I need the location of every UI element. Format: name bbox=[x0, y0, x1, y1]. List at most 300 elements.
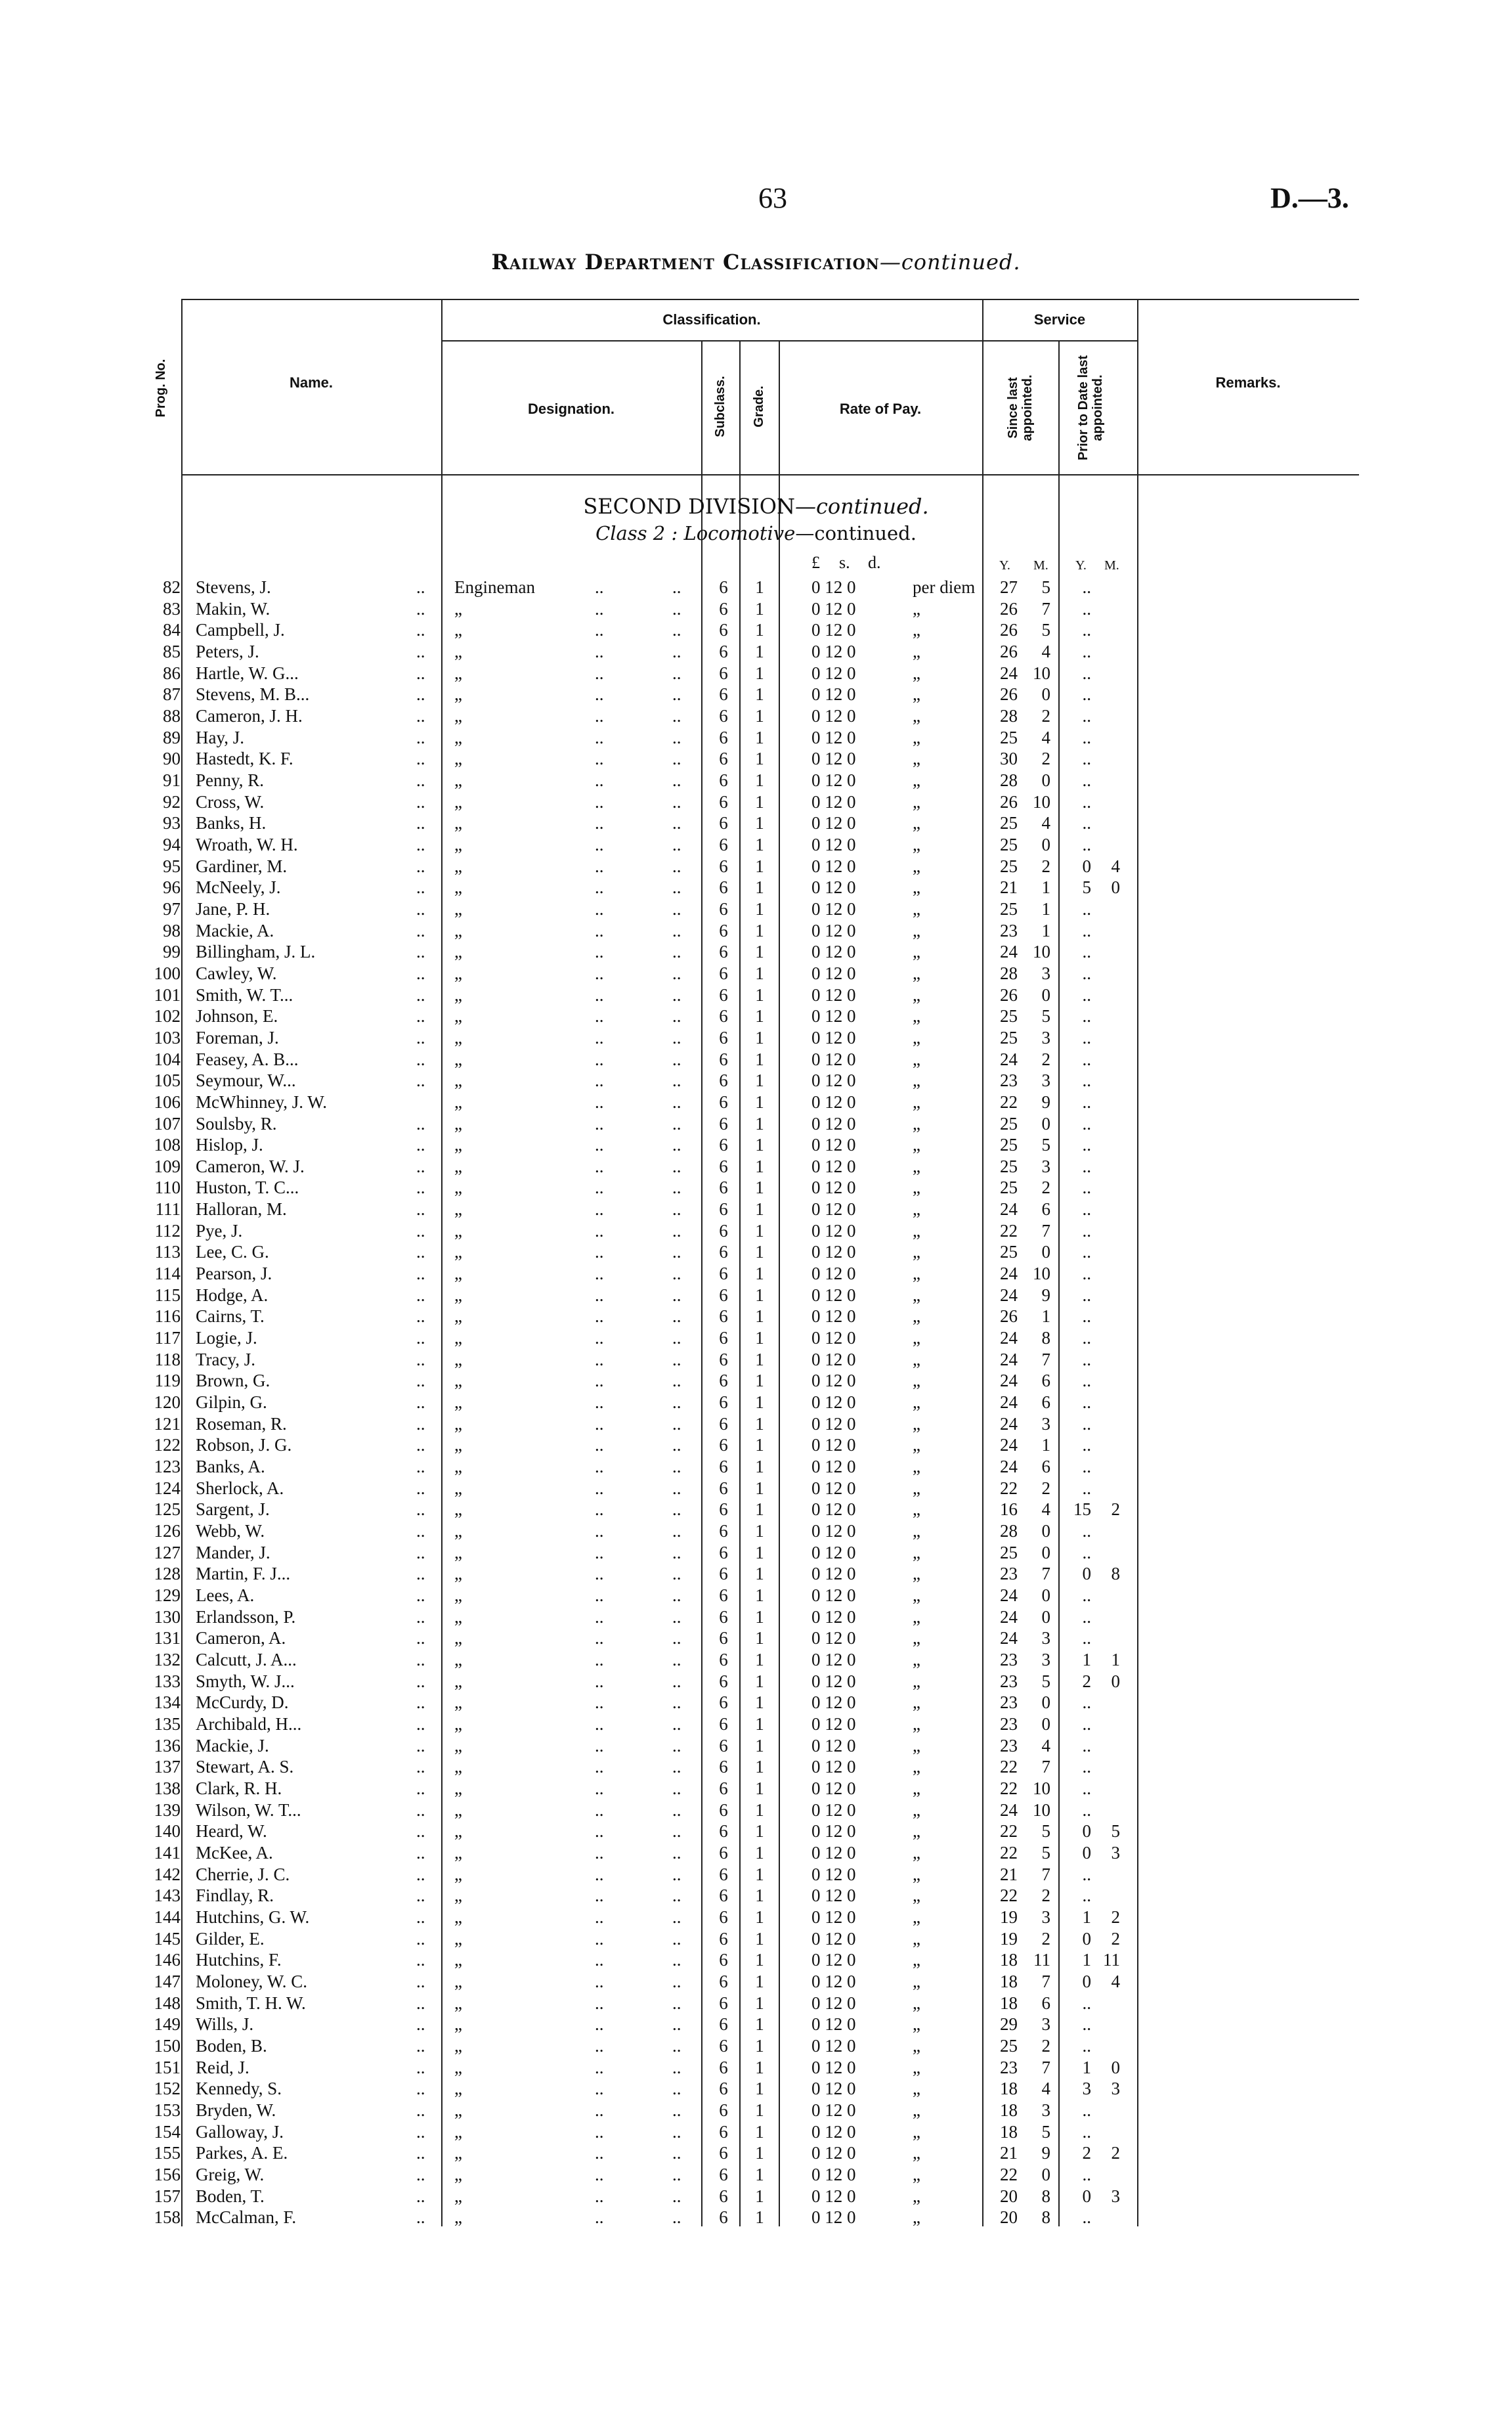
since-years: 24 bbox=[1000, 1435, 1018, 1455]
pay-period: „ bbox=[913, 1349, 920, 1369]
table-row bbox=[0, 1456, 1512, 1477]
designation: Engineman bbox=[454, 577, 535, 597]
prog-no: 84 bbox=[163, 620, 181, 640]
since-years: 23 bbox=[1000, 920, 1018, 940]
prog-no: 87 bbox=[163, 684, 181, 705]
leader-dots: .. bbox=[416, 1220, 425, 1241]
grade: 1 bbox=[755, 1821, 764, 1842]
prior-years: .. bbox=[1082, 1392, 1091, 1413]
leader-dots: .. bbox=[416, 1457, 425, 1477]
prog-no: 114 bbox=[154, 1264, 181, 1284]
pay-period: „ bbox=[913, 2143, 920, 2163]
prior-years: .. bbox=[1082, 1156, 1091, 1176]
leader-dots: .. bbox=[672, 598, 681, 619]
since-years: 22 bbox=[1000, 2164, 1018, 2184]
leader-dots: .. bbox=[416, 1306, 425, 1327]
subclass: 6 bbox=[719, 749, 728, 769]
since-months: 6 bbox=[1041, 1392, 1050, 1413]
table-row bbox=[0, 1971, 1512, 1992]
subclass: 6 bbox=[719, 1799, 728, 1820]
since-years: 24 bbox=[1000, 1049, 1018, 1069]
leader-dots: .. bbox=[672, 2100, 681, 2120]
since-months: 8 bbox=[1041, 1328, 1050, 1348]
leader-dots: .. bbox=[416, 2079, 425, 2099]
employee-name: Lees, A. bbox=[196, 1585, 255, 1606]
prog-no: 89 bbox=[163, 727, 181, 747]
employee-name: Cherrie, J. C. bbox=[196, 1864, 290, 1884]
leader-dots: .. bbox=[672, 2164, 681, 2184]
pay-period: „ bbox=[913, 749, 920, 769]
header-service: Service bbox=[1033, 311, 1086, 328]
unit-years-prior: Y. bbox=[1075, 558, 1087, 573]
prior-years: .. bbox=[1082, 2207, 1091, 2228]
leader-dots: .. bbox=[672, 1092, 681, 1112]
leader-dots: .. bbox=[672, 963, 681, 983]
leader-dots: .. bbox=[672, 1371, 681, 1391]
prior-years: .. bbox=[1082, 2014, 1091, 2035]
since-months: 9 bbox=[1041, 1285, 1050, 1305]
subclass: 6 bbox=[719, 1692, 728, 1713]
employee-name: Gilder, E. bbox=[196, 1928, 265, 1949]
pay-period: „ bbox=[913, 1521, 920, 1541]
table-row bbox=[0, 1907, 1512, 1928]
designation: „ bbox=[454, 813, 462, 833]
rate-of-pay: 0 12 0 bbox=[811, 1220, 856, 1241]
grade: 1 bbox=[755, 1220, 764, 1241]
leader-dots: .. bbox=[416, 1264, 425, 1284]
header-prog-no: Prog. No. bbox=[154, 359, 168, 418]
table-row bbox=[0, 1049, 1512, 1070]
header-remarks: Remarks. bbox=[1215, 374, 1281, 391]
prior-years: 0 bbox=[1082, 1821, 1091, 1842]
title-main: Railway Department Classification bbox=[491, 250, 880, 275]
table-row bbox=[0, 770, 1512, 791]
leader-dots: .. bbox=[416, 1842, 425, 1863]
leader-dots: .. bbox=[672, 2121, 681, 2142]
prior-years: .. bbox=[1082, 963, 1091, 983]
leader-dots: .. bbox=[595, 2035, 604, 2056]
since-years: 22 bbox=[1000, 1842, 1018, 1863]
rate-of-pay: 0 12 0 bbox=[811, 1778, 856, 1798]
designation: „ bbox=[454, 2079, 462, 2099]
leader-dots: .. bbox=[672, 898, 681, 919]
leader-dots: .. bbox=[672, 1457, 681, 1477]
leader-dots: .. bbox=[595, 749, 604, 769]
grade: 1 bbox=[755, 2164, 764, 2184]
prior-years: .. bbox=[1082, 2164, 1091, 2184]
title-continued: —continued. bbox=[879, 250, 1021, 275]
rate-of-pay: 0 12 0 bbox=[811, 1521, 856, 1541]
leader-dots: .. bbox=[672, 1220, 681, 1241]
grade: 1 bbox=[755, 963, 764, 983]
since-years: 24 bbox=[1000, 1199, 1018, 1220]
unit-months-prior: M. bbox=[1104, 558, 1119, 573]
since-years: 18 bbox=[1000, 1971, 1018, 1991]
rate-of-pay: 0 12 0 bbox=[811, 1049, 856, 1069]
prior-years: .. bbox=[1082, 942, 1091, 962]
pay-period: „ bbox=[913, 1435, 920, 1455]
subclass: 6 bbox=[719, 1178, 728, 1198]
prog-no: 126 bbox=[154, 1521, 181, 1541]
leader-dots: .. bbox=[672, 1285, 681, 1305]
prog-no: 129 bbox=[154, 1585, 181, 1606]
leader-dots: .. bbox=[595, 770, 604, 790]
grade: 1 bbox=[755, 1092, 764, 1112]
leader-dots: .. bbox=[595, 1413, 604, 1434]
since-months: 7 bbox=[1041, 1564, 1050, 1584]
pay-period: „ bbox=[913, 1499, 920, 1520]
pay-period: „ bbox=[913, 1671, 920, 1691]
designation: „ bbox=[454, 1993, 462, 2013]
grade: 1 bbox=[755, 856, 764, 876]
designation: „ bbox=[454, 856, 462, 876]
subclass: 6 bbox=[719, 1027, 728, 1048]
since-months: 3 bbox=[1041, 2100, 1050, 2120]
table-row bbox=[0, 1070, 1512, 1091]
prog-no: 133 bbox=[154, 1671, 181, 1691]
division-continued: —continued. bbox=[794, 494, 929, 519]
prog-no: 97 bbox=[163, 898, 181, 919]
leader-dots: .. bbox=[672, 2186, 681, 2206]
designation: „ bbox=[454, 1027, 462, 1048]
leader-dots: .. bbox=[595, 1542, 604, 1562]
employee-name: Boden, B. bbox=[196, 2035, 267, 2056]
prior-years: 0 bbox=[1082, 856, 1091, 876]
subclass: 6 bbox=[719, 1135, 728, 1155]
designation: „ bbox=[454, 877, 462, 898]
grade: 1 bbox=[755, 2014, 764, 2035]
rate-of-pay: 0 12 0 bbox=[811, 1413, 856, 1434]
grade: 1 bbox=[755, 898, 764, 919]
employee-name: Findlay, R. bbox=[196, 1886, 274, 1906]
pay-period: „ bbox=[913, 620, 920, 640]
prior-years: .. bbox=[1082, 1628, 1091, 1648]
since-years: 24 bbox=[1000, 1413, 1018, 1434]
grade: 1 bbox=[755, 1606, 764, 1627]
rate-of-pay: 0 12 0 bbox=[811, 2035, 856, 2056]
leader-dots: .. bbox=[595, 1713, 604, 1734]
leader-dots: .. bbox=[672, 1842, 681, 1863]
pay-period: „ bbox=[913, 1285, 920, 1305]
employee-name: Campbell, J. bbox=[196, 620, 285, 640]
leader-dots: .. bbox=[416, 1349, 425, 1369]
since-months: 10 bbox=[1033, 791, 1050, 812]
since-months: 9 bbox=[1041, 2143, 1050, 2163]
prog-no: 135 bbox=[154, 1713, 181, 1734]
rate-of-pay: 0 12 0 bbox=[811, 2121, 856, 2142]
employee-name: Kennedy, S. bbox=[196, 2079, 282, 2099]
since-months: 1 bbox=[1041, 1435, 1050, 1455]
leader-dots: .. bbox=[595, 727, 604, 747]
leader-dots: .. bbox=[595, 1478, 604, 1498]
since-years: 23 bbox=[1000, 1735, 1018, 1755]
designation: „ bbox=[454, 963, 462, 983]
pay-period: „ bbox=[913, 942, 920, 962]
designation: „ bbox=[454, 663, 462, 683]
leader-dots: .. bbox=[416, 1650, 425, 1669]
grade: 1 bbox=[755, 1928, 764, 1949]
prog-no: 103 bbox=[154, 1027, 181, 1048]
table-row bbox=[0, 1113, 1512, 1134]
leader-dots: .. bbox=[595, 1371, 604, 1391]
class-heading bbox=[0, 522, 1512, 544]
leader-dots: .. bbox=[416, 749, 425, 769]
leader-dots: .. bbox=[595, 856, 604, 876]
table-row bbox=[0, 1649, 1512, 1670]
since-months: 0 bbox=[1041, 834, 1050, 854]
designation: „ bbox=[454, 2035, 462, 2056]
class-name: Locomotive bbox=[683, 522, 796, 544]
since-years: 24 bbox=[1000, 1349, 1018, 1369]
rate-of-pay: 0 12 0 bbox=[811, 1071, 856, 1091]
since-months: 3 bbox=[1041, 2014, 1050, 2035]
subclass: 6 bbox=[719, 2100, 728, 2120]
leader-dots: .. bbox=[595, 984, 604, 1005]
subclass: 6 bbox=[719, 1864, 728, 1884]
employee-name: Cameron, A. bbox=[196, 1628, 286, 1648]
since-years: 22 bbox=[1000, 1778, 1018, 1798]
rate-of-pay: 0 12 0 bbox=[811, 1692, 856, 1713]
designation: „ bbox=[454, 1907, 462, 1927]
since-months: 0 bbox=[1041, 1113, 1050, 1134]
table-row bbox=[0, 577, 1512, 598]
grade: 1 bbox=[755, 1199, 764, 1220]
grade: 1 bbox=[755, 641, 764, 661]
leader-dots: .. bbox=[672, 1413, 681, 1434]
subclass: 6 bbox=[719, 1264, 728, 1284]
since-years: 23 bbox=[1000, 1564, 1018, 1584]
employee-name: Cameron, W. J. bbox=[196, 1156, 305, 1176]
since-months: 4 bbox=[1041, 1499, 1050, 1520]
header-prior: Prior to Date last appointed. bbox=[1076, 355, 1105, 461]
since-years: 24 bbox=[1000, 1799, 1018, 1820]
leader-dots: .. bbox=[595, 2143, 604, 2163]
pay-period: „ bbox=[913, 1027, 920, 1048]
employee-name: McWhinney, J. W. bbox=[196, 1092, 327, 1112]
since-years: 24 bbox=[1000, 663, 1018, 683]
since-months: 3 bbox=[1041, 1413, 1050, 1434]
subclass: 6 bbox=[719, 2164, 728, 2184]
since-years: 18 bbox=[1000, 1993, 1018, 2013]
since-years: 25 bbox=[1000, 834, 1018, 854]
pay-period: „ bbox=[913, 1799, 920, 1820]
since-months: 0 bbox=[1041, 1606, 1050, 1627]
employee-name: Makin, W. bbox=[196, 598, 270, 619]
subclass: 6 bbox=[719, 684, 728, 705]
since-months: 7 bbox=[1041, 1220, 1050, 1241]
designation: „ bbox=[454, 1564, 462, 1584]
designation: „ bbox=[454, 1521, 462, 1541]
rate-of-pay: 0 12 0 bbox=[811, 1092, 856, 1112]
designation: „ bbox=[454, 1606, 462, 1627]
leader-dots: .. bbox=[416, 1435, 425, 1455]
leader-dots: .. bbox=[416, 1328, 425, 1348]
prog-no: 146 bbox=[154, 1950, 181, 1970]
leader-dots: .. bbox=[416, 1907, 425, 1927]
grade: 1 bbox=[755, 2186, 764, 2206]
prior-months: 0 bbox=[1111, 1671, 1120, 1691]
leader-dots: .. bbox=[416, 727, 425, 747]
leader-dots: .. bbox=[595, 1692, 604, 1713]
pay-period: „ bbox=[913, 1049, 920, 1069]
since-years: 22 bbox=[1000, 1886, 1018, 1906]
employee-name: Huston, T. C... bbox=[196, 1178, 299, 1198]
pay-period: „ bbox=[913, 1713, 920, 1734]
since-months: 2 bbox=[1041, 1049, 1050, 1069]
grade: 1 bbox=[755, 1113, 764, 1134]
employee-name: Banks, H. bbox=[196, 813, 267, 833]
subclass: 6 bbox=[719, 813, 728, 833]
leader-dots: .. bbox=[672, 577, 681, 597]
since-years: 23 bbox=[1000, 1650, 1018, 1669]
table-row bbox=[0, 684, 1512, 705]
header-sub-rule bbox=[441, 340, 1137, 342]
prog-no: 152 bbox=[154, 2079, 181, 2099]
designation: „ bbox=[454, 1264, 462, 1284]
pay-period: „ bbox=[913, 727, 920, 747]
header-subclass: Subclass. bbox=[713, 376, 727, 437]
prior-years: .. bbox=[1082, 620, 1091, 640]
grade: 1 bbox=[755, 1671, 764, 1691]
leader-dots: .. bbox=[595, 1821, 604, 1842]
leader-dots: .. bbox=[595, 1306, 604, 1327]
pay-period: „ bbox=[913, 1778, 920, 1798]
rate-of-pay: 0 12 0 bbox=[811, 620, 856, 640]
leader-dots: .. bbox=[672, 1349, 681, 1369]
prior-years: .. bbox=[1082, 1285, 1091, 1305]
leader-dots: .. bbox=[595, 1928, 604, 1949]
table-row bbox=[0, 2100, 1512, 2121]
prog-no: 119 bbox=[154, 1371, 181, 1391]
since-months: 8 bbox=[1041, 2207, 1050, 2228]
designation: „ bbox=[454, 1306, 462, 1327]
designation: „ bbox=[454, 1928, 462, 1949]
pay-period: „ bbox=[913, 1564, 920, 1584]
subclass: 6 bbox=[719, 1564, 728, 1584]
designation: „ bbox=[454, 1542, 462, 1562]
leader-dots: .. bbox=[416, 1371, 425, 1391]
employee-name: Boden, T. bbox=[196, 2186, 265, 2206]
prog-no: 145 bbox=[154, 1928, 181, 1949]
since-months: 7 bbox=[1041, 1349, 1050, 1369]
table-row bbox=[0, 705, 1512, 726]
leader-dots: .. bbox=[416, 1671, 425, 1691]
grade: 1 bbox=[755, 1178, 764, 1198]
since-months: 10 bbox=[1033, 1778, 1050, 1798]
since-months: 7 bbox=[1041, 1864, 1050, 1884]
rate-of-pay: 0 12 0 bbox=[811, 1864, 856, 1884]
prog-no: 148 bbox=[154, 1993, 181, 2013]
designation: „ bbox=[454, 2164, 462, 2184]
prior-years: .. bbox=[1082, 684, 1091, 705]
prior-years: .. bbox=[1082, 1135, 1091, 1155]
subclass: 6 bbox=[719, 1092, 728, 1112]
prior-years: .. bbox=[1082, 1349, 1091, 1369]
rate-of-pay: 0 12 0 bbox=[811, 1478, 856, 1498]
prog-no: 98 bbox=[163, 920, 181, 940]
prior-years: .. bbox=[1082, 1478, 1091, 1498]
grade: 1 bbox=[755, 2035, 764, 2056]
rate-of-pay: 0 12 0 bbox=[811, 920, 856, 940]
prior-months: 4 bbox=[1111, 856, 1120, 876]
since-years: 24 bbox=[1000, 1606, 1018, 1627]
prior-months: 8 bbox=[1111, 1564, 1120, 1584]
prog-no: 118 bbox=[154, 1349, 181, 1369]
leader-dots: .. bbox=[416, 598, 425, 619]
leader-dots: .. bbox=[672, 1907, 681, 1927]
prog-no: 130 bbox=[154, 1606, 181, 1627]
leader-dots: .. bbox=[416, 2014, 425, 2035]
employee-name: Hastedt, K. F. bbox=[196, 749, 293, 769]
rate-of-pay: 0 12 0 bbox=[811, 1392, 856, 1413]
subclass: 6 bbox=[719, 1950, 728, 1970]
leader-dots: .. bbox=[672, 2035, 681, 2056]
pay-period: „ bbox=[913, 1842, 920, 1863]
since-years: 22 bbox=[1000, 1092, 1018, 1112]
rate-of-pay: 0 12 0 bbox=[811, 2057, 856, 2077]
leader-dots: .. bbox=[595, 1328, 604, 1348]
employee-name: Erlandsson, P. bbox=[196, 1606, 296, 1627]
since-months: 4 bbox=[1041, 1735, 1050, 1755]
table-row bbox=[0, 898, 1512, 919]
since-years: 25 bbox=[1000, 856, 1018, 876]
table-row bbox=[0, 1756, 1512, 1777]
grade: 1 bbox=[755, 1499, 764, 1520]
table-row bbox=[0, 2035, 1512, 2056]
table-row bbox=[0, 1949, 1512, 1970]
leader-dots: .. bbox=[416, 791, 425, 812]
prog-no: 151 bbox=[154, 2057, 181, 2077]
subclass: 6 bbox=[719, 1735, 728, 1755]
employee-name: Hartle, W. G... bbox=[196, 663, 299, 683]
subclass: 6 bbox=[719, 791, 728, 812]
table-row bbox=[0, 1778, 1512, 1799]
leader-dots: .. bbox=[416, 1135, 425, 1155]
since-months: 9 bbox=[1041, 1092, 1050, 1112]
prior-years: 1 bbox=[1082, 1907, 1091, 1927]
leader-dots: .. bbox=[672, 1006, 681, 1026]
grade: 1 bbox=[755, 770, 764, 790]
rate-of-pay: 0 12 0 bbox=[811, 1628, 856, 1648]
designation: „ bbox=[454, 1156, 462, 1176]
designation: „ bbox=[454, 1478, 462, 1498]
leader-dots: .. bbox=[672, 1499, 681, 1520]
rate-of-pay: 0 12 0 bbox=[811, 942, 856, 962]
leader-dots: .. bbox=[416, 1713, 425, 1734]
prior-years: 0 bbox=[1082, 1971, 1091, 1991]
prior-months: 3 bbox=[1111, 2079, 1120, 2099]
subclass: 6 bbox=[719, 1156, 728, 1176]
leader-dots: .. bbox=[595, 1971, 604, 1991]
prior-years: 2 bbox=[1082, 1671, 1091, 1691]
rate-of-pay: 0 12 0 bbox=[811, 1199, 856, 1220]
pay-period: „ bbox=[913, 2121, 920, 2142]
designation: „ bbox=[454, 1650, 462, 1669]
leader-dots: .. bbox=[595, 598, 604, 619]
subclass: 6 bbox=[719, 1886, 728, 1906]
designation: „ bbox=[454, 2057, 462, 2077]
rate-of-pay: 0 12 0 bbox=[811, 1371, 856, 1391]
leader-dots: .. bbox=[416, 877, 425, 898]
subclass: 6 bbox=[719, 963, 728, 983]
pay-period: „ bbox=[913, 1650, 920, 1669]
leader-dots: .. bbox=[595, 2121, 604, 2142]
unit-pound: £ bbox=[811, 553, 820, 572]
prog-no: 122 bbox=[154, 1435, 181, 1455]
since-months: 5 bbox=[1041, 1842, 1050, 1863]
pay-period: „ bbox=[913, 1821, 920, 1842]
leader-dots: .. bbox=[672, 1027, 681, 1048]
